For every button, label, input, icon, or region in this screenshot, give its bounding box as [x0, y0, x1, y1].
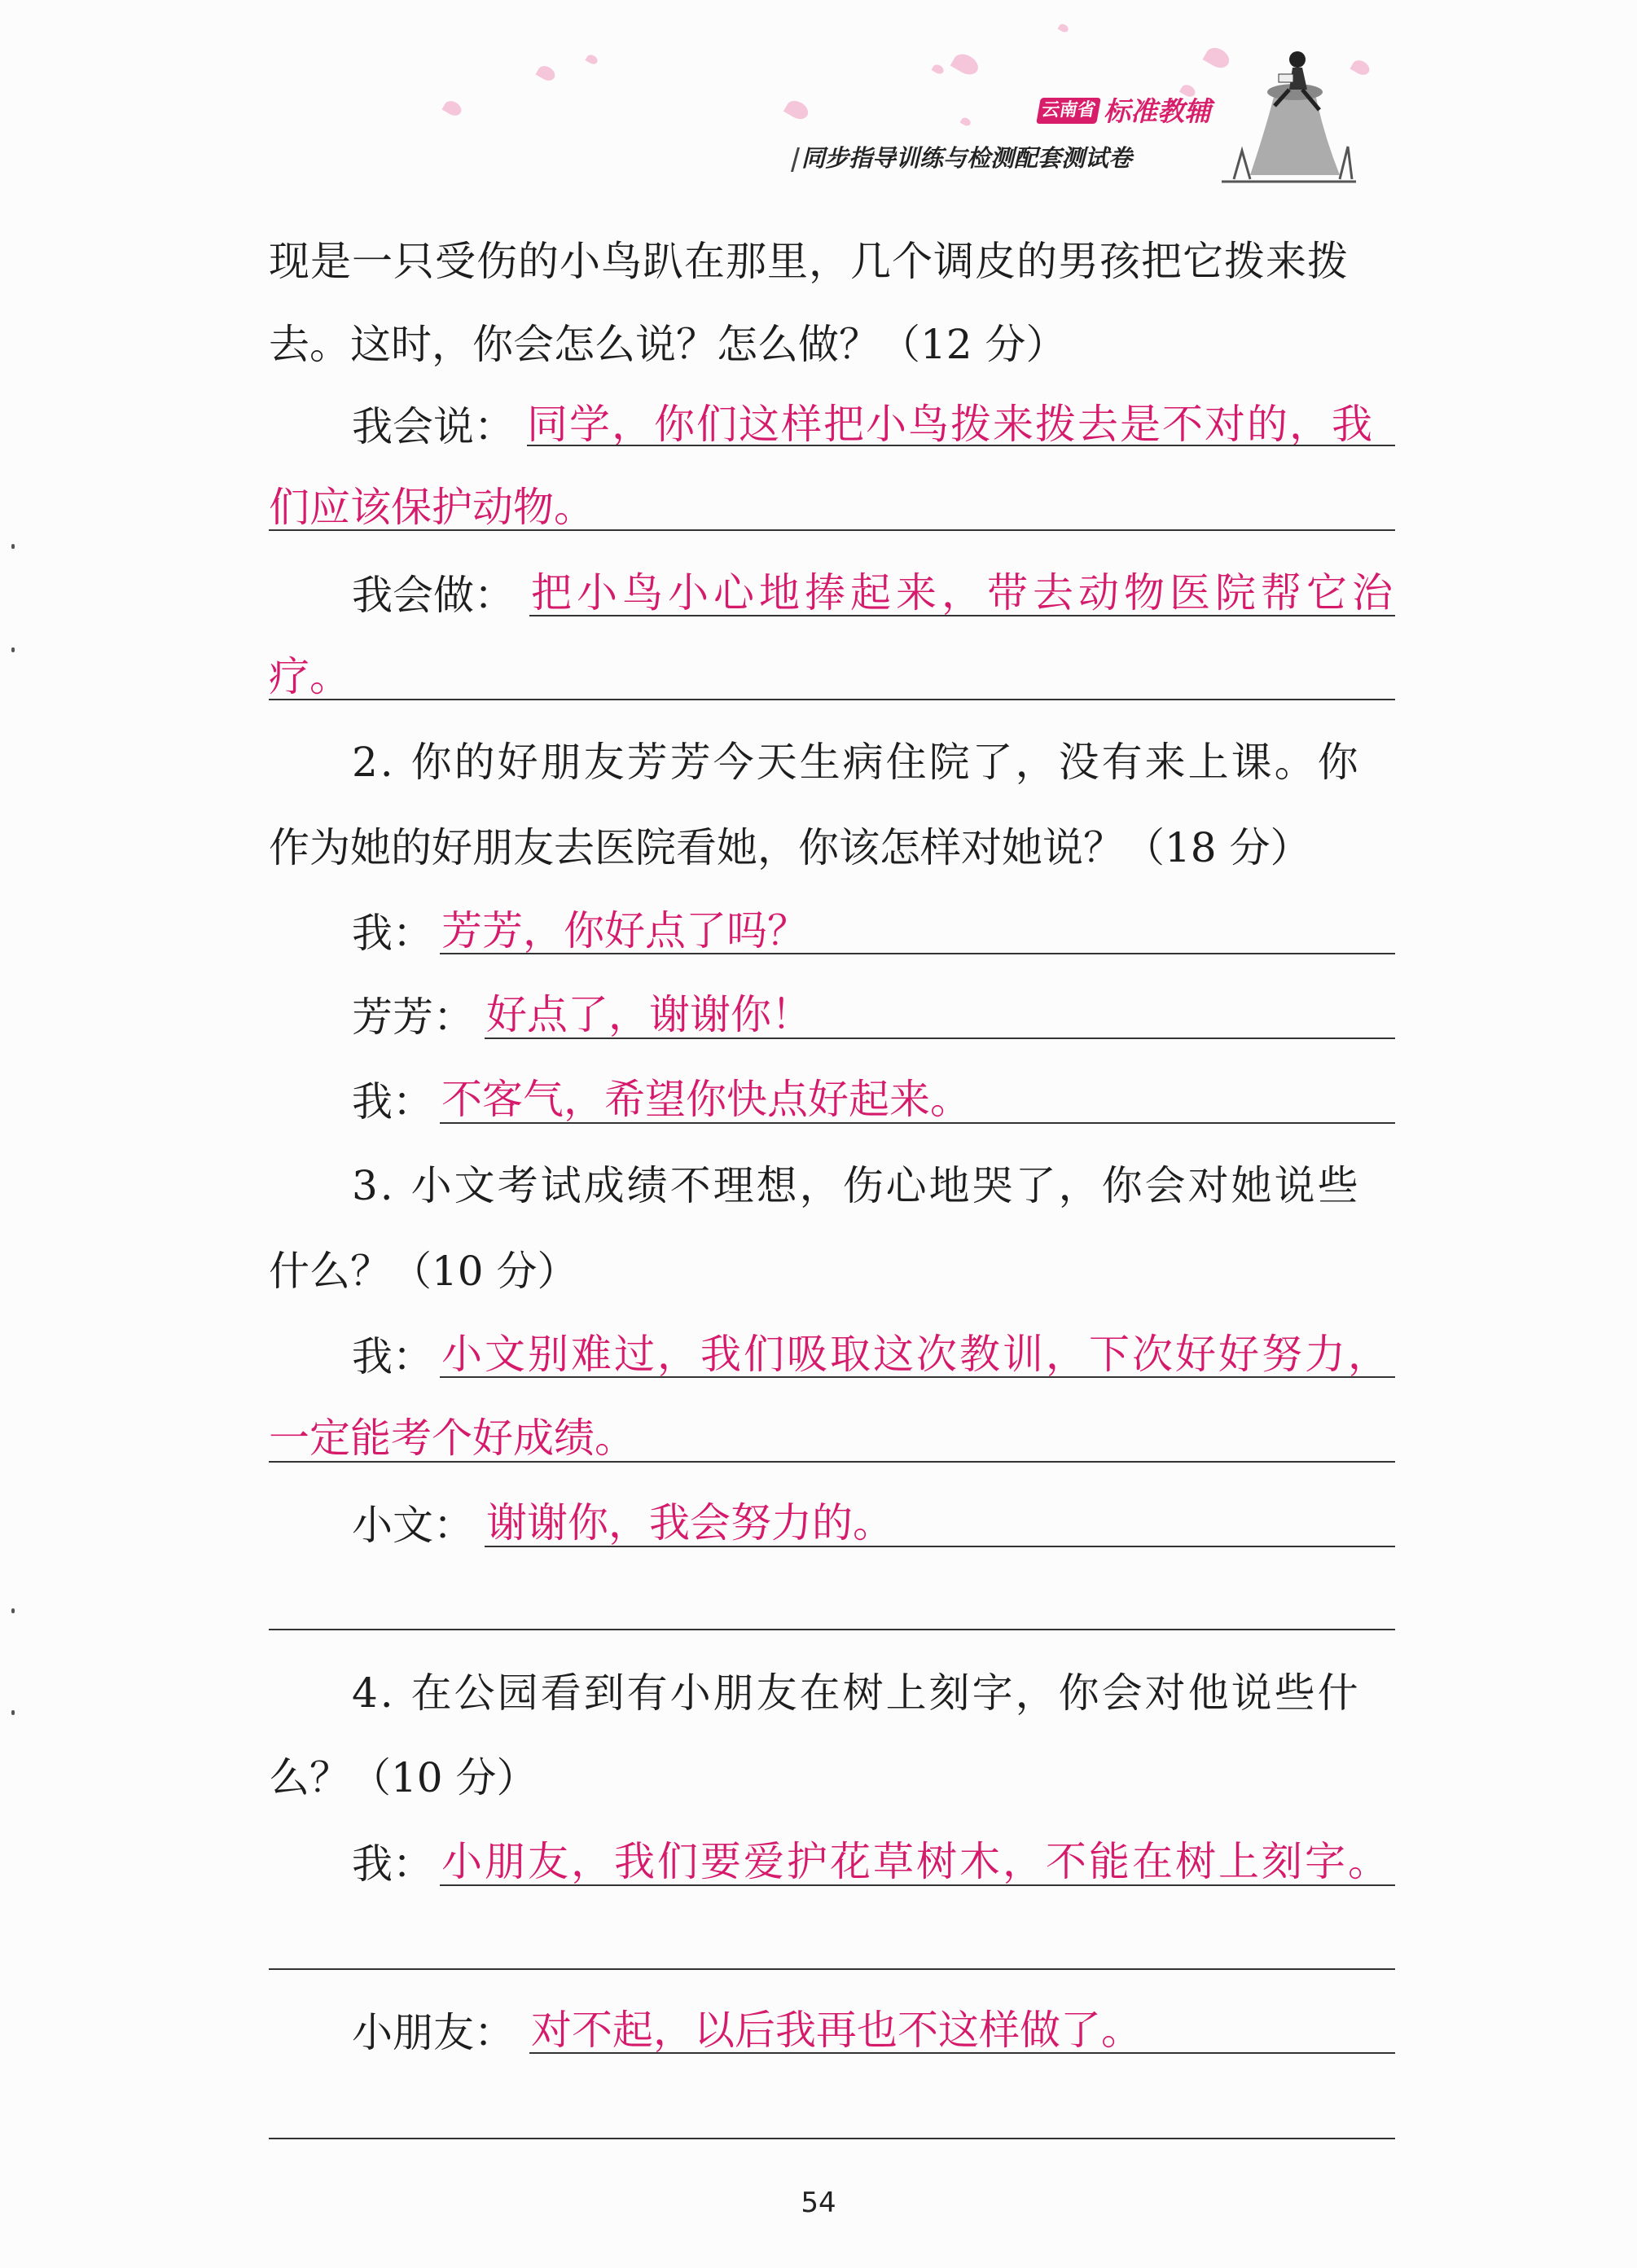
say-answer-line-1: 同学，你们这样把小鸟拨来拨去是不对的，我 [527, 401, 1374, 448]
q3-text-line-1: 3. 小文考试成绩不理想，伤心地哭了，你会对她说些 [352, 1162, 1361, 1209]
answer-underline [529, 2052, 1395, 2054]
petal-decoration [1058, 23, 1070, 34]
petal-decoration [585, 53, 599, 66]
q2-me-label-2: 我： [352, 1078, 433, 1125]
answer-underline [485, 1037, 1395, 1039]
blank-answer-line [269, 1968, 1395, 1970]
q3-xiaowen-answer: 谢谢你，我会努力的。 [486, 1499, 893, 1546]
answer-underline [440, 1122, 1395, 1124]
answer-underline [527, 445, 1395, 446]
do-answer-line-1: 把小鸟小心地捧起来，带去动物医院帮它治 [531, 569, 1398, 616]
q4-kid-label: 小朋友： [352, 2009, 515, 2056]
petal-decoration [960, 116, 972, 128]
q2-text-line-2: 作为她的好朋友去医院看她，你该怎样对她说？（18 分） [269, 824, 1311, 871]
series-subtitle [794, 140, 1132, 173]
answer-underline [269, 699, 1395, 700]
q2-me-label: 我： [352, 910, 433, 957]
reading-girl-illustration [1218, 45, 1360, 183]
brand-tag: 云南省 [1036, 98, 1101, 124]
page-header [0, 0, 1637, 187]
petal-decoration [950, 50, 982, 78]
q3-me-answer-2: 一定能考个好成绩。 [269, 1415, 635, 1462]
blank-answer-line [269, 1629, 1395, 1630]
blank-answer-line [269, 2138, 1395, 2139]
answer-underline [440, 1376, 1395, 1378]
q4-text-line-1: 4. 在公园看到有小朋友在树上刻字，你会对他说些什 [352, 1669, 1361, 1717]
do-label: 我会做： [352, 572, 515, 619]
q3-xiaowen-label: 小文： [352, 1502, 474, 1549]
answer-underline [529, 615, 1395, 616]
q2-text-line-1: 2. 你的好朋友芳芳今天生病住院了，没有来上课。你 [352, 739, 1361, 786]
petal-decoration [783, 97, 811, 122]
q2-fangfang-answer: 好点了，谢谢你！ [486, 991, 812, 1038]
scan-speck [11, 544, 15, 549]
q1-text-line-2: 去。这时，你会怎么说？怎么做？（12 分） [269, 321, 1067, 368]
series-subtitle-text: 同步指导训练与检测配套测试卷 [801, 144, 1133, 172]
answer-underline [269, 1461, 1395, 1463]
q4-me-answer: 小朋友，我们要爱护花草树木，不能在树上刻字。 [441, 1838, 1391, 1885]
petal-decoration [931, 63, 945, 76]
q2-me-answer-1: 芳芳，你好点了吗？ [441, 907, 808, 954]
scan-speck [11, 1608, 15, 1613]
brand-logo [1038, 94, 1218, 129]
q2-fangfang-label: 芳芳： [352, 994, 474, 1041]
petal-decoration [535, 64, 557, 84]
answer-underline [440, 1884, 1395, 1886]
q4-text-line-2: 么？（10 分） [269, 1754, 538, 1801]
q3-me-answer-1: 小文别难过，我们吸取这次教训，下次好好努力， [441, 1331, 1391, 1378]
q2-me-answer-2: 不客气，希望你快点好起来。 [441, 1076, 971, 1123]
say-answer-line-2: 们应该保护动物。 [269, 484, 595, 531]
scan-speck [11, 647, 15, 652]
scan-speck [11, 1710, 15, 1715]
answer-underline [485, 1546, 1395, 1547]
q3-me-label: 我： [352, 1333, 433, 1380]
q4-me-label: 我： [352, 1840, 433, 1888]
divider [791, 147, 800, 172]
q1-text-line-1: 现是一只受伤的小鸟趴在那里，几个调皮的男孩把它拨来拨 [269, 238, 1349, 285]
answer-underline [440, 953, 1395, 954]
do-answer-line-2: 疗。 [269, 653, 350, 700]
petal-decoration [441, 99, 463, 119]
say-label: 我会说： [352, 403, 515, 450]
q3-text-line-2: 什么？（10 分） [269, 1248, 578, 1295]
answer-underline [269, 529, 1395, 531]
brand-title: 标准教辅 [1104, 95, 1211, 127]
page-number: 54 [801, 2187, 836, 2219]
q4-kid-answer: 对不起，以后我再也不这样做了。 [531, 2007, 1142, 2054]
